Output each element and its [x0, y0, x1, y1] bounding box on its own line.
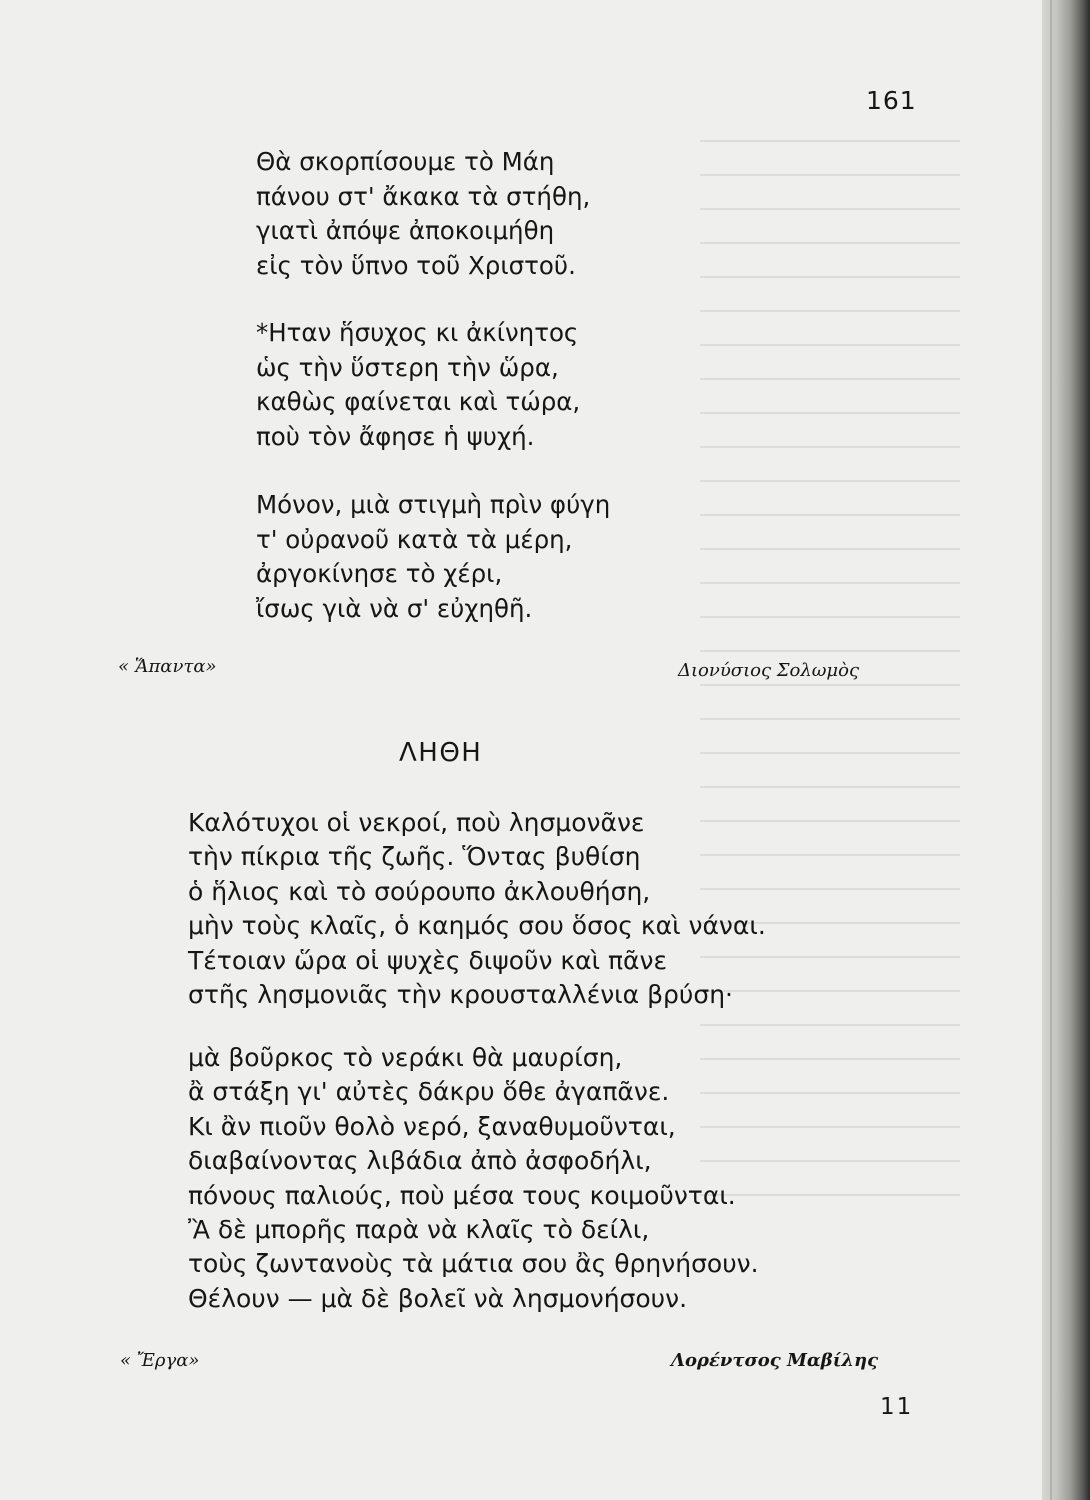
poem-line: πάνου στ' ἄκακα τὰ στήθη,	[256, 181, 591, 211]
poem-line: Θέλουν — μὰ δὲ βολεῖ νὰ λησμονήσουν.	[188, 1283, 688, 1313]
poem-line: εἰς τὸν ὕπνο τοῦ Χριστοῦ.	[256, 250, 576, 280]
poem-line: Κι ἂν πιοῦν θολὸ νερό, ξαναθυμοῦνται,	[188, 1111, 676, 1141]
poem-line: ὡς τὴν ὕστερη τὴν ὥρα,	[256, 352, 559, 382]
poem1-stanza-3	[256, 488, 610, 626]
poem2-title: ΛΗΘΗ	[399, 738, 483, 768]
poem-line: ὁ ἥλιος καὶ τὸ σούρουπο ἀκλουθήση,	[188, 876, 651, 906]
poem-line: στῆς λησμονιᾶς τὴν κρουσταλλένια βρύση·	[188, 980, 733, 1010]
poem1-source: « Ἅπαντα»	[118, 656, 217, 677]
poem-line: διαβαίνοντας λιβάδια ἀπὸ ἀσφοδήλι,	[188, 1146, 652, 1176]
poem-line: καθὼς φαίνεται καὶ τώρα,	[256, 387, 581, 416]
poem-line: μὴν τοὺς κλαῖς, ὁ καημός σου ὅσος καὶ νάναι.	[188, 911, 766, 941]
poem2-stanza-1	[188, 806, 766, 1012]
poem-line: μὰ βοῦρκος τὸ νεράκι θὰ μαυρίση,	[188, 1043, 623, 1072]
poem-line: Μόνον, μιὰ στιγμὴ πρὶν φύγη	[256, 490, 611, 519]
poem-line: πόνους παλιούς, ποὺ μέσα τους κοιμοῦνται.	[188, 1180, 736, 1210]
poem1-stanza-1	[256, 145, 590, 283]
poem2-stanza-2	[188, 1041, 759, 1316]
printer-signature-number: 11	[880, 1394, 914, 1420]
poem2-author: Λορέντσος Μαβίλης	[671, 1350, 879, 1371]
poem-line: τ' οὐρανοῦ κατὰ τὰ μέρη,	[256, 524, 573, 554]
poem-line: ἂ στάξη γι' αὐτὲς δάκρυ ὅθε ἀγαπᾶνε.	[188, 1077, 670, 1107]
poem1-stanza-2	[256, 316, 580, 454]
poem-line: *Ηταν ἥσυχος κι ἀκίνητος	[256, 318, 579, 347]
page-edge	[1042, 0, 1090, 1500]
poem-line: γιατὶ ἀπόψε ἀποκοιμήθη	[256, 216, 555, 245]
poem-line: Θὰ σκορπίσουμε τὸ Μάη	[256, 147, 555, 176]
poem1-author: Διονύσιος Σολωμὸς	[678, 660, 860, 681]
poem-line: τὴν πίκρια τῆς ζωῆς. Ὅντας βυθίση	[188, 842, 641, 872]
poem-line: ἀργοκίνησε τὸ χέρι,	[256, 559, 503, 588]
poem-line: Τέτοιαν ὥρα οἱ ψυχὲς διψοῦν καὶ πᾶνε	[188, 945, 667, 975]
poem-line: Καλότυχοι οἱ νεκροί, ποὺ λησμονᾶνε	[188, 808, 645, 837]
poem-line: τοὺς ζωντανοὺς τὰ μάτια σου ἂς θρηνήσουν.	[188, 1249, 759, 1279]
page-number: 161	[866, 86, 917, 115]
poem2-source: « Ἔργα»	[120, 1350, 200, 1371]
poem-line: ποὺ τὸν ἄφησε ἡ ψυχή.	[256, 421, 535, 451]
poem-line: ἴσως γιὰ νὰ σ' εὐχηθῆ.	[256, 593, 533, 623]
poem-line: Ἂ δὲ μπορῆς παρὰ νὰ κλαῖς τὸ δείλι,	[188, 1215, 650, 1245]
